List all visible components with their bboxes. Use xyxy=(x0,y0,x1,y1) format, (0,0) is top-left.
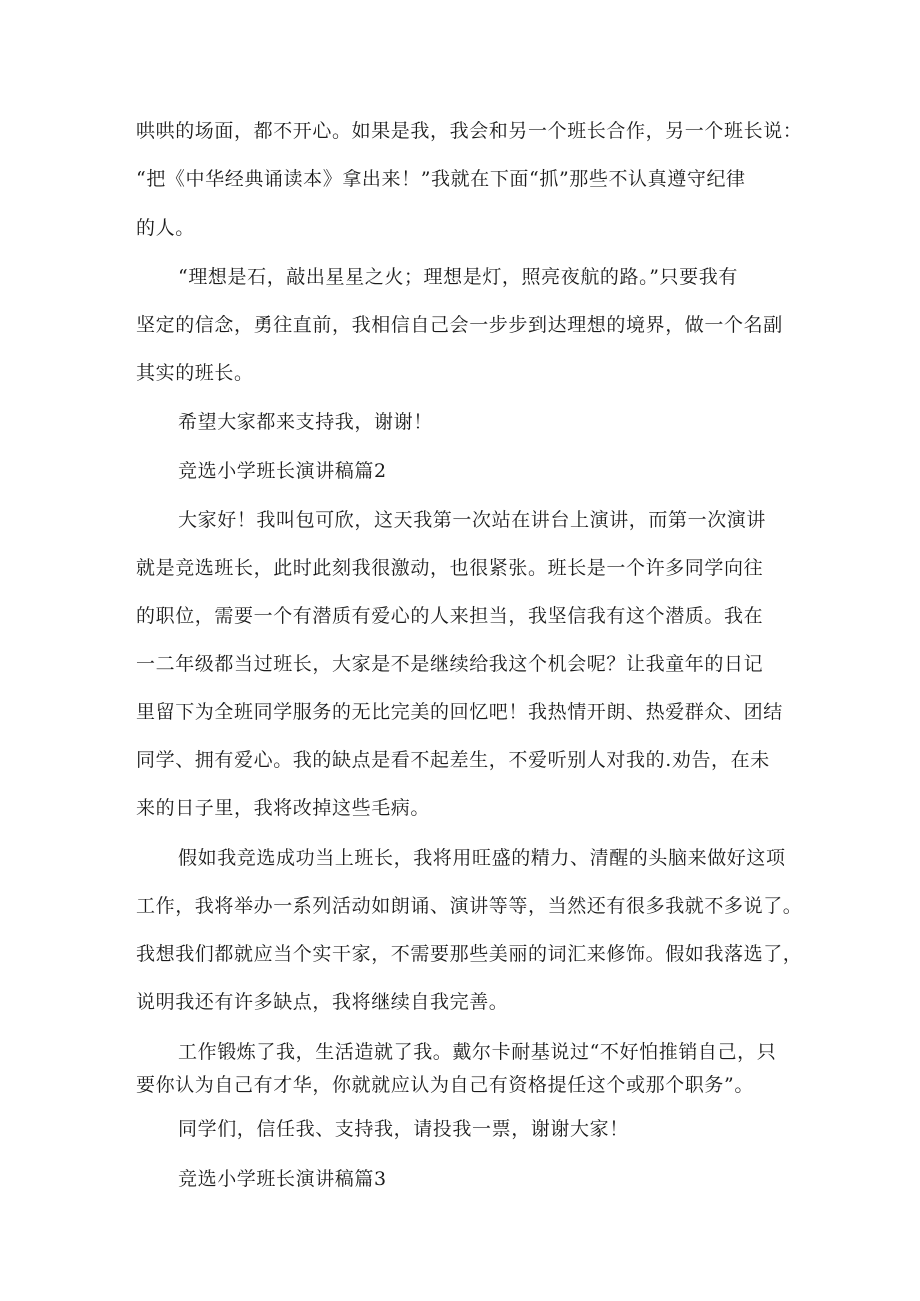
paragraph-line: 里留下为全班同学服务的无比完美的回忆吧！我热情开朗、热爱群众、团结 xyxy=(136,701,783,723)
paragraph-line: 工作，我将举办一系列活动如朗诵、演讲等等，当然还有很多我就不多说了。 xyxy=(136,895,803,917)
paragraph-line: 大家好！我叫包可欣，这天我第一次站在讲台上演讲，而第一次演讲 xyxy=(178,509,767,531)
section-heading: 竞选小学班长演讲稿篇3 xyxy=(178,1168,387,1190)
paragraph-line: 同学、拥有爱心。我的缺点是看不起差生，不爱听别人对我的.劝告，在未 xyxy=(136,749,770,771)
paragraph-line: 就是竞选班长，此时此刻我很激动，也很紧张。班长是一个许多同学向往 xyxy=(136,557,764,579)
quote-paragraph-line: “理想是石，敲出星星之火；理想是灯，照亮夜航的路。”只要我有 xyxy=(178,266,738,288)
section-heading: 竞选小学班长演讲稿篇2 xyxy=(178,460,387,482)
paragraph-line: “把《中华经典诵读本》拿出来！”我就在下面“抓”那些不认真遵守纪律 xyxy=(136,168,746,190)
paragraph-line: 说明我还有许多缺点，我将继续自我完善。 xyxy=(136,991,509,1013)
paragraph-line: 假如我竞选成功当上班长，我将用旺盛的精力、清醒的头脑来做好这项 xyxy=(178,847,786,869)
closing-line: 同学们，信任我、支持我，请投我一票，谢谢大家！ xyxy=(178,1118,629,1140)
paragraph-line: 的职位，需要一个有潜质有爱心的人来担当，我坚信我有这个潜质。我在 xyxy=(136,605,764,627)
closing-line: 希望大家都来支持我，谢谢！ xyxy=(178,411,433,433)
paragraph-line: 坚定的信念，勇往直前，我相信自己会一步步到达理想的境界，做一个名副 xyxy=(136,314,783,336)
paragraph-line: 要你认为自己有才华，你就就应认为自己有资格提任这个或那个职务”。 xyxy=(136,1074,754,1096)
paragraph-line: 其实的班长。 xyxy=(136,362,254,384)
paragraph-line: 的人。 xyxy=(136,217,195,239)
paragraph-line: 我想我们都就应当个实干家，不需要那些美丽的词汇来修饰。假如我落选了， xyxy=(136,943,803,965)
paragraph-line: 一二年级都当过班长，大家是不是继续给我这个机会呢？让我童年的日记 xyxy=(136,653,764,675)
paragraph-line: 工作锻炼了我，生活造就了我。戴尔卡耐基说过“不好怕推销自己，只 xyxy=(178,1041,777,1063)
paragraph-line: 来的日子里，我将改掉这些毛病。 xyxy=(136,797,431,819)
paragraph-line: 哄哄的场面，都不开心。如果是我，我会和另一个班长合作，另一个班长说： xyxy=(136,120,803,142)
